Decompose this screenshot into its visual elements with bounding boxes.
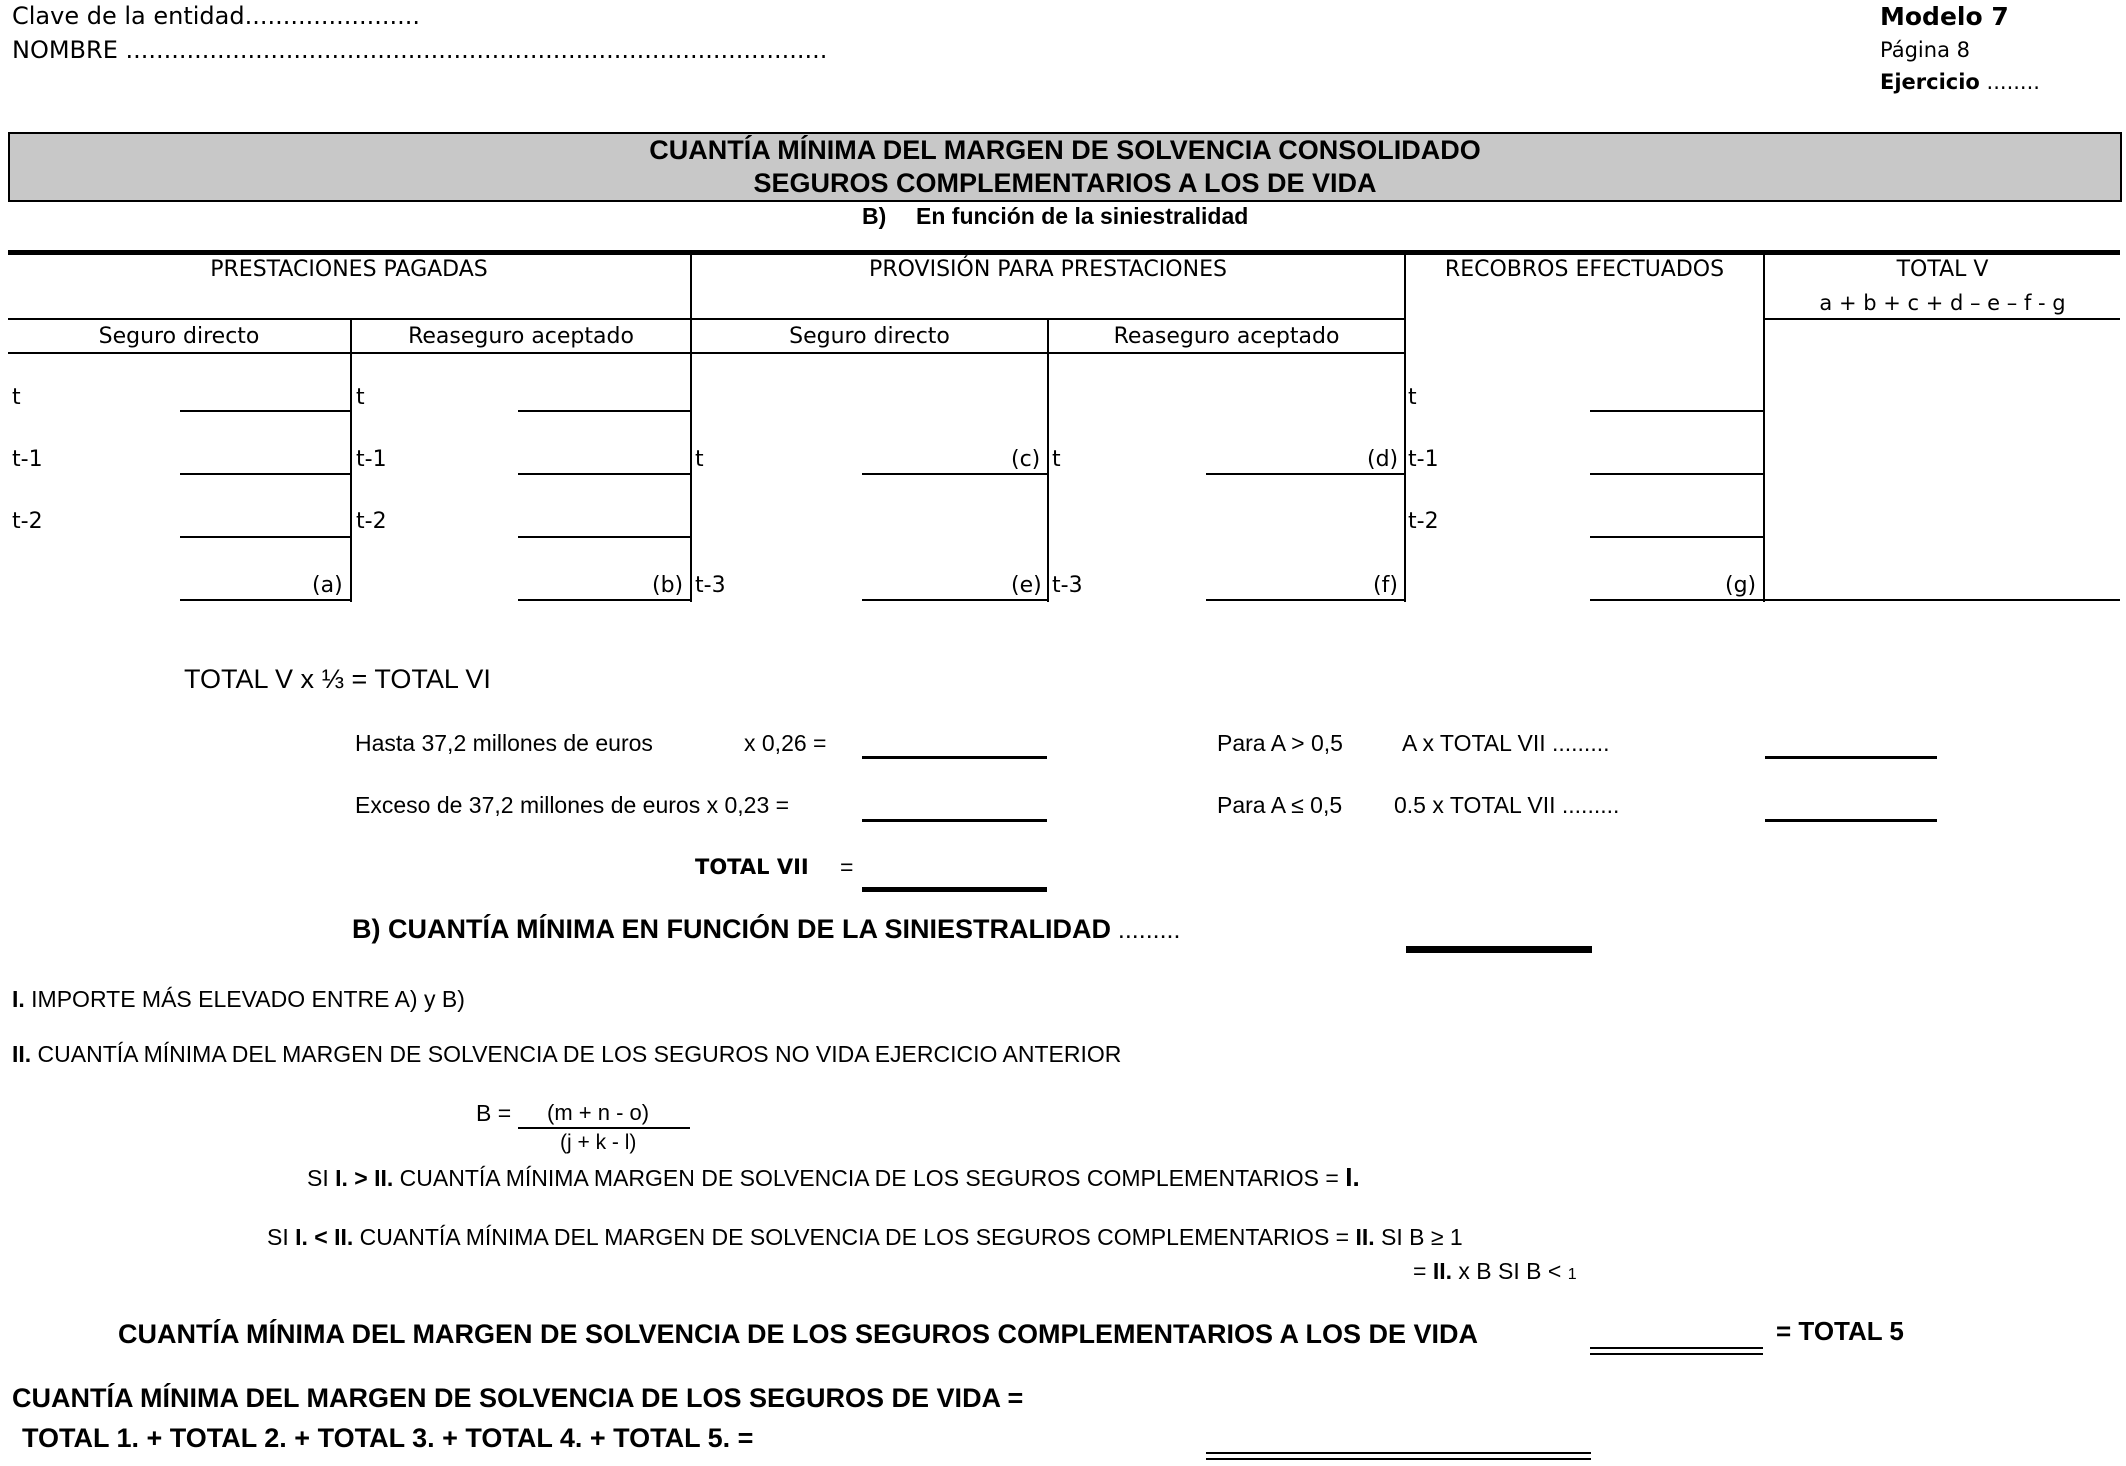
subheader-reaseguro-aceptado: Reaseguro aceptado [1113,324,1340,349]
entity-key-label: Clave de la entidad....................... [12,2,421,30]
letter-g: (g) [1725,573,1757,598]
row-label-t: t [1408,385,1417,410]
subheader-reaseguro-aceptado: Reaseguro aceptado [408,324,634,349]
exceso-label: Exceso de 37,2 millones de euros x 0,23 = [355,792,790,818]
fraction-bar [518,1127,690,1129]
total-vi-formula: TOTAL V x ⅓ = TOTAL VI [184,664,491,694]
total-vii-entry-line [862,887,1047,892]
table-top-rule [8,250,2120,255]
entry-line [1590,599,1763,601]
row-label-t-1: t-1 [1408,447,1439,472]
total-5-equals: = TOTAL 5 [1776,1316,1904,1346]
b-denominator: (j + k - l) [560,1131,637,1154]
table-rule [8,352,1404,354]
vida-total-entry-line [1206,1452,1591,1454]
row-label-t-2: t-2 [12,509,43,534]
entry-line [180,599,350,601]
fiscal-year-label: Ejercicio ........ [1880,70,2040,94]
table-divider [690,253,692,602]
entry-line [180,536,350,538]
entry-line [1590,410,1763,412]
cuantia-no-vida-anterior: II. CUANTÍA MÍNIMA DEL MARGEN DE SOLVENCIA DE LOS SEGUROS NO VIDA EJERCICIO ANTERIOR [12,1041,1122,1067]
page-number: Página 8 [1880,38,1970,62]
entry-line [1206,473,1404,475]
entry-line [518,599,690,601]
b-cuantia-entry-line [1406,946,1592,953]
table-divider [1404,253,1406,602]
table-bottom-rule [1765,599,2120,601]
section-letter: B) [862,203,887,229]
entry-line [518,473,690,475]
entry-line [1590,536,1763,538]
page-title: CUANTÍA MÍNIMA DEL MARGEN DE SOLVENCIA CONSOLIDADO [649,135,1481,165]
para-le-label: Para A ≤ 0,5 [1217,792,1343,818]
letter-d: (d) [1367,447,1399,472]
para-le-value: 0.5 x TOTAL VII ......... [1394,792,1620,818]
row-label-t-2: t-2 [1408,509,1439,534]
entry-line [518,536,690,538]
condition-i-less: SI I. < II. CUANTÍA MÍNIMA DEL MARGEN DE SOLVENCIA DE LOS SEGUROS COMPLEMENTARIOS = II. SI B ≥ 1 [267,1224,1463,1250]
total-5-label: CUANTÍA MÍNIMA DEL MARGEN DE SOLVENCIA DE LOS SEGUROS COMPLEMENTARIOS A LOS DE VIDA [118,1319,1479,1349]
hasta-label: Hasta 37,2 millones de euros [355,730,653,756]
entry-line [1206,599,1404,601]
letter-e: (e) [1011,573,1042,598]
header-recobros: RECOBROS EFECTUADOS [1444,257,1725,282]
row-label-t-3: t-3 [695,573,726,598]
b-equals: B = [476,1100,512,1126]
letter-f: (f) [1373,573,1398,598]
row-label-t: t [12,385,21,410]
total-vii-equals: = [840,854,854,880]
entry-line [862,473,1047,475]
para-gt-label: Para A > 0,5 [1217,730,1343,756]
para-le-entry-line [1765,819,1937,822]
subheader-seguro-directo: Seguro directo [789,324,950,349]
entity-name-label: NOMBRE ............................................................................................ [12,36,828,64]
para-gt-entry-line [1765,756,1937,759]
b-numerator: (m + n - o) [547,1100,650,1125]
total-5-entry-line [1590,1347,1763,1349]
row-label-t: t [356,385,365,410]
row-label-t-3: t-3 [1052,573,1083,598]
hasta-factor: x 0,26 = [744,730,827,756]
vida-total-heading: CUANTÍA MÍNIMA DEL MARGEN DE SOLVENCIA DE LOS SEGUROS DE VIDA = [12,1383,1024,1413]
importe-mas-elevado: I. IMPORTE MÁS ELEVADO ENTRE A) y B) [12,986,465,1012]
header-provision: PROVISIÓN PARA PRESTACIONES [869,257,1227,282]
entry-line [1590,473,1763,475]
row-label-t-1: t-1 [12,447,43,472]
condition-i-greater: SI I. > II. CUANTÍA MÍNIMA MARGEN DE SOLVENCIA DE LOS SEGUROS COMPLEMENTARIOS = I. [307,1162,1360,1192]
total-vii-label: TOTAL VII [695,855,809,879]
vida-total-entry-line [1206,1458,1591,1460]
table-rule [8,318,1404,320]
total-5-entry-line [1590,1353,1763,1355]
table-divider [350,320,352,602]
subheader-seguro-directo: Seguro directo [98,324,260,349]
section-heading: En función de la siniestralidad [916,203,1249,229]
letter-c: (c) [1011,447,1041,472]
header-total-v-formula: a + b + c + d – e – f - g [1819,291,2066,315]
b-cuantia-minima: B) CUANTÍA MÍNIMA EN FUNCIÓN DE LA SINIESTRALIDAD ......... [352,914,1181,944]
header-prestaciones: PRESTACIONES PAGADAS [210,257,488,282]
table-rule [1765,318,2120,320]
letter-a: (a) [312,573,343,598]
vida-total-formula: TOTAL 1. + TOTAL 2. + TOTAL 3. + TOTAL 4. + TOTAL 5. = [22,1423,754,1453]
row-label-t: t [695,447,704,472]
exceso-entry-line [862,819,1047,822]
header-total-v: TOTAL V [1896,257,1989,282]
row-label-t-2: t-2 [356,509,387,534]
condition-b-less-one: = II. x B SI B < 1 [1413,1258,1577,1284]
table-divider [1047,320,1049,602]
letter-b: (b) [652,573,684,598]
entry-line [862,599,1047,601]
row-label-t-1: t-1 [356,447,387,472]
page-subtitle: SEGUROS COMPLEMENTARIOS A LOS DE VIDA [753,168,1377,198]
hasta-entry-line [862,756,1047,759]
model-number: Modelo 7 [1880,2,2009,31]
row-label-t: t [1052,447,1061,472]
entry-line [180,473,350,475]
entry-line [518,410,690,412]
para-gt-value: A x TOTAL VII ......... [1402,730,1610,756]
entry-line [180,410,350,412]
